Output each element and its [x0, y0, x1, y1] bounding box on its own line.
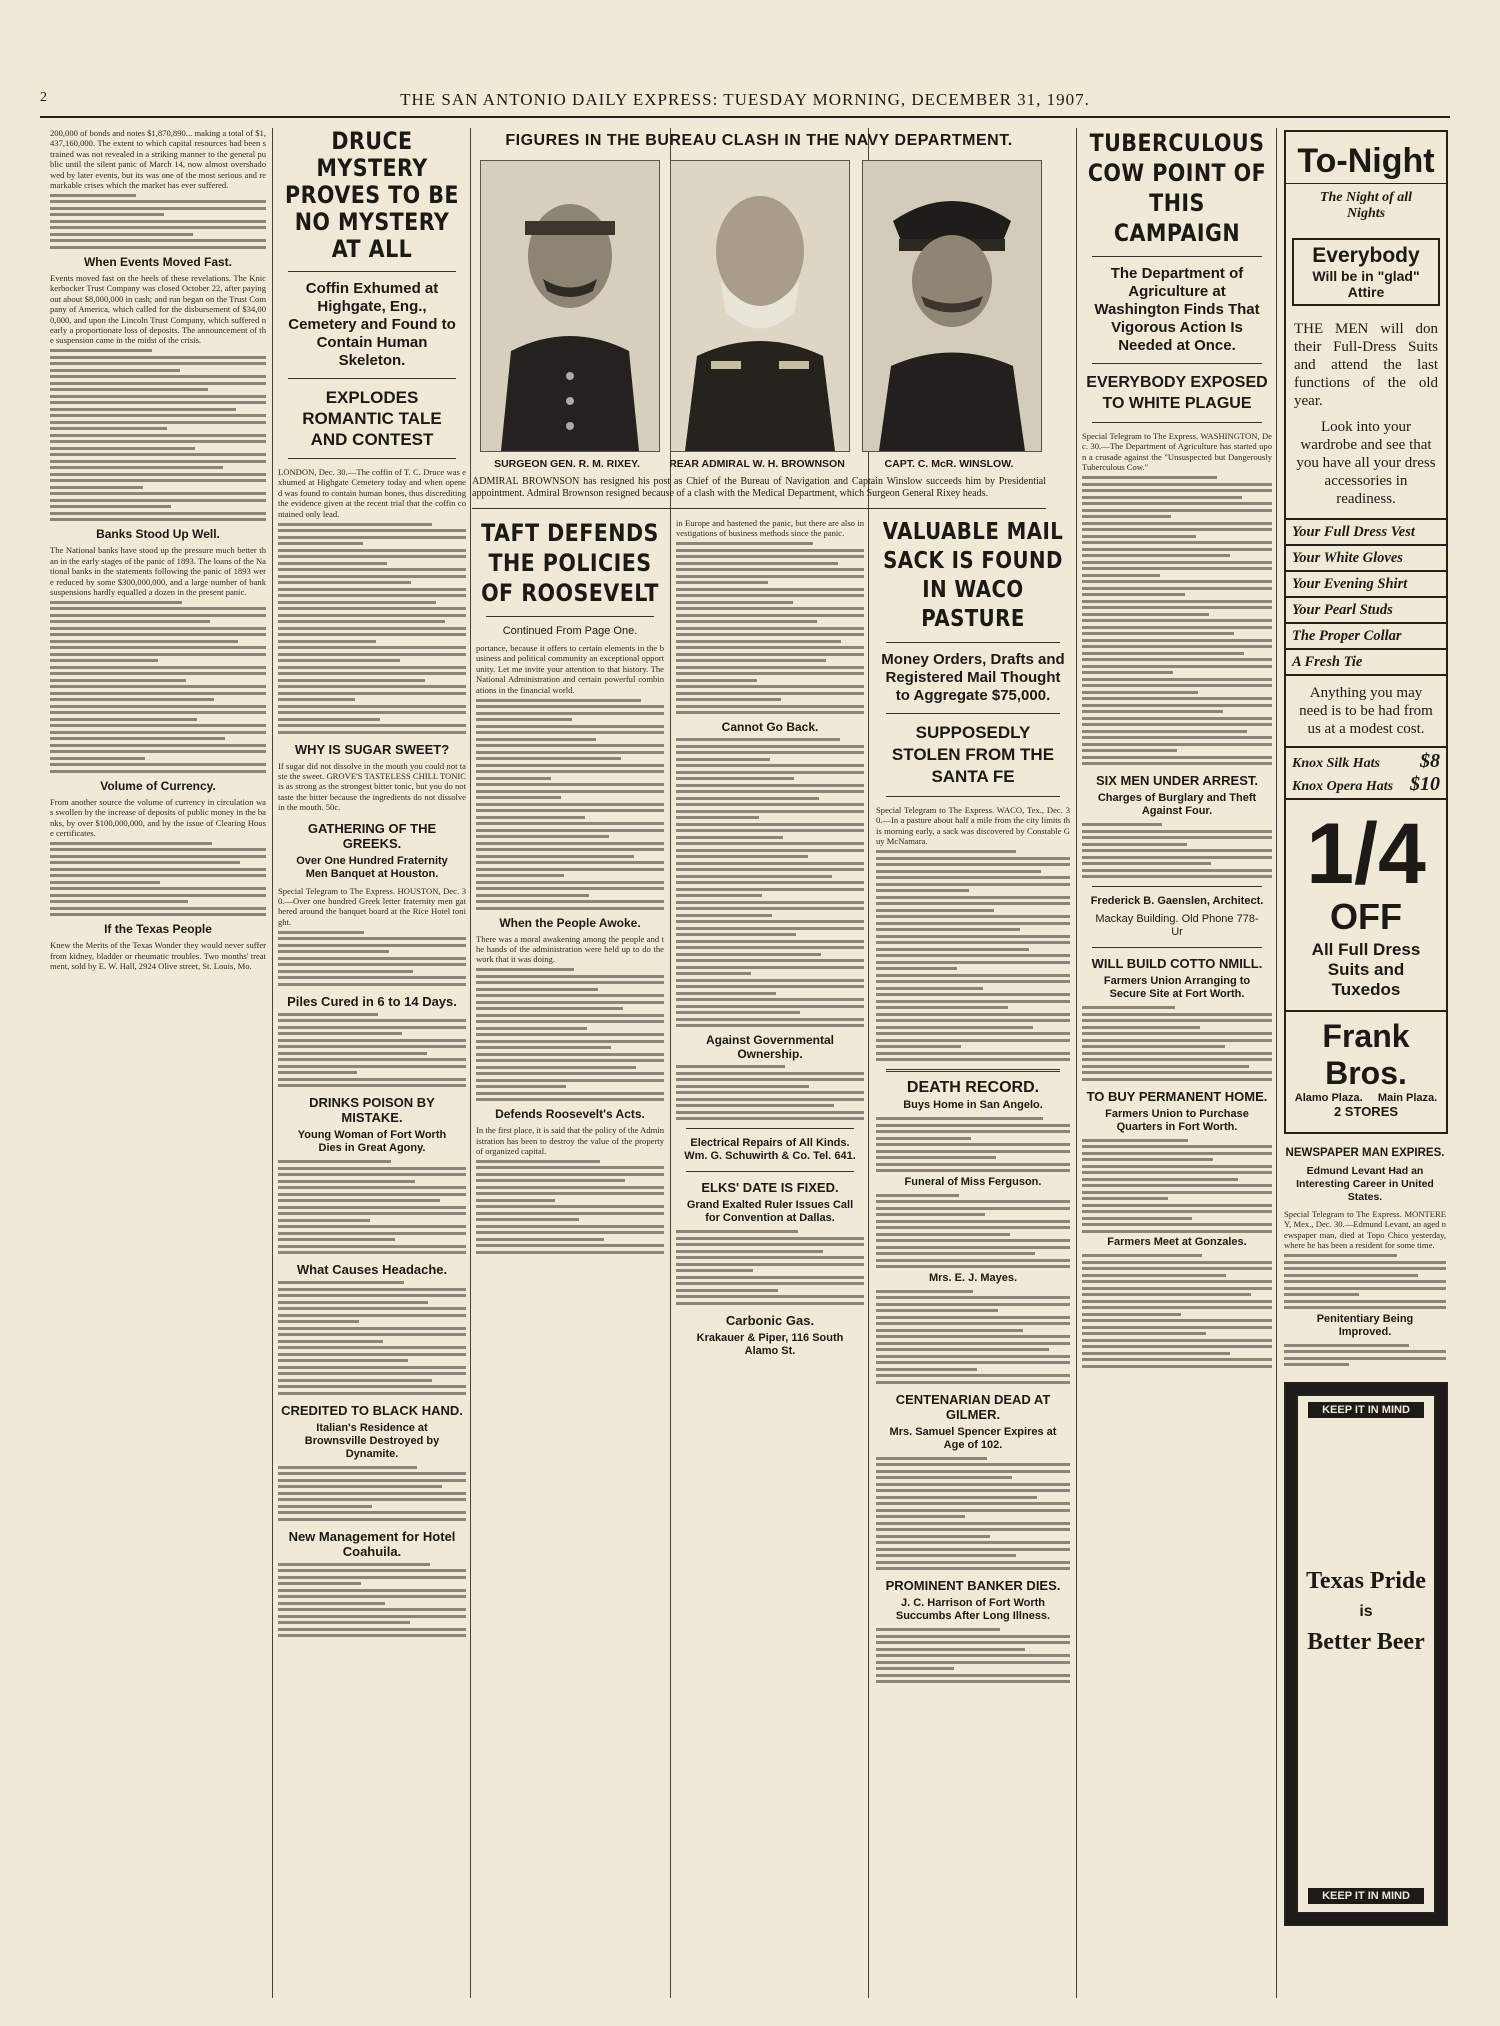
subheading: Farmers Union Arranging to Secure Site at Fort Worth. — [1103, 975, 1251, 1001]
subheading: Funeral of Miss Ferguson. — [904, 1175, 1042, 1188]
divider — [886, 796, 1060, 797]
article-text — [1284, 1344, 1446, 1368]
divider — [288, 271, 456, 272]
article-text — [278, 1013, 466, 1088]
article-text: LONDON, Dec. 30.—The coffin of T. C. Druce was exhumed at Highgate Cemetery today and when opened was found to contain human bones, thus discrediting the evidence given at the recent trial that the coffin contained only lead. — [278, 467, 466, 519]
article-text — [676, 659, 864, 714]
ad-tonight: To-Night — [1286, 132, 1446, 184]
divider — [886, 642, 1060, 643]
ad-item: Your Pearl Studs — [1286, 596, 1446, 622]
article-text — [1082, 476, 1272, 551]
ad-suits: All Full Dress Suits and Tuxedos — [1311, 940, 1421, 999]
ad-look-text: Look into your wardrobe and see that you have all your dress accessories in readiness. — [1296, 419, 1436, 507]
article-text — [1082, 1006, 1272, 1081]
divider — [886, 713, 1060, 714]
article-text: The National banks have stood up the pressure much better than in the early stages of the panic of 1893. The loans of the National banks in the statements following the panic of 1893 were reduced by some $300,000,000, and a large number of bank suspensions hardly equalled a dozen in the present panic. — [50, 545, 266, 597]
article-text — [278, 1563, 466, 1638]
ad-hat-price: $10 — [1410, 773, 1440, 795]
column-3b — [676, 518, 864, 1998]
ad-item: The Proper Collar — [1286, 622, 1446, 648]
article-text — [1082, 652, 1272, 766]
column-4 — [876, 518, 1070, 1998]
portrait-image — [863, 161, 1041, 451]
article-text — [278, 931, 466, 986]
article-text — [1082, 1139, 1272, 1233]
article-text: portance, because it offers to certain elements in the business and political community an exceptional opportunity. Let me invite your attention to that history. The National Administration and certain powerful combinations in the financial world. — [476, 643, 664, 695]
divider — [886, 1069, 1060, 1072]
article-text — [476, 1027, 664, 1102]
ad-everybody-box — [1292, 238, 1440, 306]
heading: DRINKS POISON BY MISTAKE. — [309, 1095, 435, 1126]
masthead-title: THE SAN ANTONIO DAILY EXPRESS: TUESDAY MORNING, DECEMBER 31, 1907. — [400, 90, 1090, 109]
article-text — [1082, 1254, 1272, 1368]
article-text — [476, 1160, 664, 1254]
divider — [1092, 256, 1262, 257]
article-text — [876, 1117, 1070, 1172]
divider — [288, 378, 456, 379]
deck: Money Orders, Drafts and Registered Mail Thought to Aggregate $75,000. — [881, 651, 1065, 704]
article-text — [676, 1065, 864, 1120]
subheading: Defends Roosevelt's Acts. — [495, 1107, 645, 1122]
heading: New Management for Hotel Coahuila. — [288, 1528, 456, 1559]
divider — [288, 458, 456, 459]
subheading: When the People Awoke. — [499, 915, 641, 930]
portrait-rixey — [480, 160, 660, 452]
column-rule — [470, 128, 471, 1998]
page-number: 2 — [40, 90, 48, 105]
advert-line: Electrical Repairs of All Kinds. Wm. G. Schuwirth & Co. Tel. 641. — [684, 1137, 856, 1163]
beer-better: Better Beer — [1307, 1629, 1425, 1655]
subheading: Mrs. Samuel Spencer Expires at Age of 102. — [889, 1425, 1057, 1451]
subheading: Cannot Go Back. — [721, 720, 819, 735]
deck: The Department of Agriculture at Washington Finds That Vigorous Action Is Needed at Once. — [1094, 265, 1260, 354]
continued-note: Continued From Page One. — [502, 625, 638, 637]
subheading: Italian's Residence at Brownsville Destroyed by Dynamite. — [304, 1421, 440, 1460]
ad-store-block — [1286, 1010, 1446, 1119]
divider — [1092, 947, 1262, 948]
subheading: Penitentiary Being Improved. — [1316, 1312, 1414, 1338]
article-text: Special Telegram to The Express. HOUSTON, Dec. 30.—Over one hundred Greek letter fraternity men gathered around the banquet board at the Rice Hotel tonight. — [278, 885, 466, 927]
ad-hat-price: $8 — [1420, 750, 1440, 772]
article-text — [1082, 823, 1272, 878]
heading: GATHERING OF THE GREEKS. — [307, 820, 437, 851]
beer-texas-pride: Texas Pride — [1306, 1568, 1426, 1594]
article-text — [278, 523, 466, 617]
article-text — [676, 1230, 864, 1305]
subheading: When Events Moved Fast. — [83, 254, 233, 269]
article-text — [876, 1457, 1070, 1571]
ad-hat-name: Knox Silk Hats — [1292, 756, 1380, 771]
advert-line: Mackay Building. Old Phone 778-Ur — [1095, 913, 1259, 939]
article-text — [476, 699, 664, 793]
article-text — [50, 718, 266, 773]
divider — [1092, 363, 1262, 364]
headline-druce: DRUCE MYSTERY PROVES TO BE NO MYSTERY AT ALL — [285, 128, 459, 263]
divider — [686, 1171, 854, 1172]
article-text — [876, 1628, 1070, 1683]
ad-off: OFF — [1330, 896, 1402, 937]
heading: DEATH RECORD. — [906, 1079, 1040, 1097]
ad-men-text: THE MEN will don their Full-Dress Suits and attend the last functions of the old year. — [1294, 321, 1438, 409]
masthead — [40, 90, 1450, 118]
caption-winslow: CAPT. C. McR. WINSLOW. — [884, 458, 1014, 470]
column-rule — [1276, 128, 1277, 1998]
photo-feature — [472, 128, 1046, 509]
deck: EVERYBODY EXPOSED TO WHITE PLAGUE — [1086, 374, 1268, 412]
subheading: Mrs. E. J. Mayes. — [928, 1271, 1018, 1284]
ad-items — [1286, 518, 1446, 676]
subheading: Volume of Currency. — [100, 778, 216, 793]
ad-hat-row — [1292, 773, 1440, 796]
caption-rixey: SURGEON GEN. R. M. RIXEY. — [494, 458, 640, 470]
headline-mail-sack: VALUABLE MAIL SACK IS FOUND IN WACO PASTURE — [882, 519, 1064, 632]
article-text — [50, 601, 266, 715]
article-text — [50, 842, 266, 917]
column-2 — [278, 128, 466, 1998]
article-text — [676, 914, 864, 1028]
frank-bros-advert — [1284, 130, 1448, 1134]
heading: What Causes Headache. — [296, 1262, 448, 1278]
deck: SUPPOSEDLY STOLEN FROM THE SANTA FE — [891, 723, 1055, 786]
article-text — [278, 620, 466, 734]
ad-item: Your Evening Shirt — [1286, 570, 1446, 596]
article-text: 200,000 of bonds and notes $1,870,890... making a total of $1,437,160,000. The extent to which capital resources had been strained was not revealed in a striking manner to the general public until the silent panic of March 14, now almost overshadowed by later events, but its was one of the most serious and remarkable crises which the market has ever suffered. — [50, 128, 266, 191]
ad-store: Frank Bros. — [1322, 1018, 1410, 1091]
article-text — [50, 349, 266, 424]
article-text — [676, 542, 864, 656]
heading: TO BUY PERMANENT HOME. — [1086, 1088, 1268, 1104]
divider — [486, 616, 654, 617]
article-text — [476, 968, 664, 1023]
heading: SIX MEN UNDER ARREST. — [1095, 773, 1259, 789]
subheading: Farmers Union to Purchase Quarters in Fort Worth. — [1105, 1107, 1249, 1133]
subheading: Charges of Burglary and Theft Against Four. — [1097, 792, 1257, 818]
article-text: in Europe and hastened the panic, but there are also investigations of business methods since the panic. — [676, 518, 864, 539]
article-text: Special Telegram to The Express. WASHINGTON, Dec. 30.—The Department of Agriculture has started upon a crusade against the "Unsuspected but Dangerously Tuberculous Cow." — [1082, 431, 1272, 473]
subheading: Edmund Levant Had an Interesting Career in United States. — [1296, 1165, 1434, 1203]
heading: ELKS' DATE IS FIXED. — [701, 1180, 839, 1196]
heading: Piles Cured in 6 to 14 Days. — [287, 993, 457, 1009]
headline-tuberculous: TUBERCULOUS COW POINT OF THIS CAMPAIGN — [1087, 129, 1267, 247]
column-rule — [1076, 128, 1077, 1998]
article-text: From another source the volume of currency in circulation was swollen by the increase of deposits of public money in the banks, by over $100,000,000, and by the issue of Clearing House certificates. — [50, 796, 266, 839]
ad-stores: 2 STORES — [1333, 1104, 1399, 1119]
article-text — [278, 1160, 466, 1254]
column-3 — [476, 518, 664, 1998]
article-text: There was a moral awakening among the people and the hands of the administration were held up to do the work that it was doing. — [476, 933, 664, 965]
ad-fraction: 1/4 — [1306, 806, 1426, 902]
article-text: In the first place, it is said that the policy of the Administration has been to destroy the value of the property of organized capital. — [476, 1125, 664, 1157]
portrait-brownson — [670, 160, 850, 452]
article-text — [676, 738, 864, 813]
subheading: Banks Stood Up Well. — [96, 527, 220, 542]
heading: NEWSPAPER MAN EXPIRES. — [1285, 1147, 1445, 1159]
article-text — [1082, 554, 1272, 648]
article-text — [876, 1194, 1070, 1269]
photo-note: ADMIRAL BROWNSON has resigned his post as Chief of the Bureau of Navigation and Captain Winslow succeeds him by Presidential appointment. Admiral Brownson resigned because of a clash with the Medical Department, which Surgeon General Rixey heads. — [472, 476, 1046, 499]
subheading: Young Woman of Fort Worth Dies in Great Agony. — [297, 1129, 447, 1155]
caption-brownson: REAR ADMIRAL W. H. BROWNSON — [669, 458, 845, 470]
deck: EXPLODES ROMANTIC TALE AND CONTEST — [302, 388, 442, 449]
divider — [1092, 422, 1262, 423]
article-text — [50, 194, 266, 249]
article-text: If sugar did not dissolve in the mouth you could not taste the sweet. GROVE'S TASTELESS CHILL TONIC is as strong as the strongest bitter tonic, but you do not taste the bitter because the ingredients do not dissolve in the mouth. 50c. — [278, 760, 466, 813]
divider — [686, 1128, 854, 1129]
article-text: Events moved fast on the heels of these revelations. The Knickerbocker Trust Company was closed October 22, after paying out about $8,000,000 in cash; and run began on the Trust Company of America, which called for the disbursement of $34,000,000, and upon the Lincoln Trust Company, which suffered nearly a proportionate loss of deposits. The announcement of the suspension came in the midst of the crisis. — [50, 272, 266, 346]
heading: WHY IS SUGAR SWEET? — [294, 741, 450, 757]
article-text — [50, 427, 266, 521]
heading: Carbonic Gas. — [725, 1312, 815, 1328]
ad-hats — [1286, 746, 1446, 800]
heading: CREDITED TO BLACK HAND. — [281, 1402, 463, 1418]
ad-hat-name: Knox Opera Hats — [1292, 779, 1394, 794]
subheading: Buys Home in San Angelo. — [903, 1099, 1043, 1112]
advert-line: Krakauer & Piper, 116 South Alamo St. — [696, 1331, 844, 1357]
beer-ad-inner — [1296, 1394, 1436, 1914]
column-6-news — [1284, 1138, 1446, 1368]
ad-tonight-sub: The Night of all Nights — [1319, 190, 1413, 221]
heading: WILL BUILD COTTO NMILL. — [1091, 956, 1263, 972]
ad-plazas: Alamo Plaza. Main Plaza. — [1294, 1092, 1438, 1104]
ad-item: Your White Gloves — [1286, 544, 1446, 570]
article-text: Special Telegram to The Express. MONTEREY, Mex., Dec. 30.—Edmund Levant, an aged newspaper man, died at Topo Chico yesterday, where he has been a resident for some time. — [1284, 1209, 1446, 1251]
column-rule — [272, 128, 273, 1998]
article-text — [876, 948, 1070, 1062]
subheading: Against Governmental Ownership. — [705, 1033, 835, 1062]
heading: CENTENARIAN DEAD AT GILMER. — [895, 1391, 1051, 1422]
article-text — [876, 1290, 1070, 1384]
article-text — [676, 816, 864, 910]
article-text — [876, 850, 1070, 944]
ad-everybody: Everybody — [1312, 244, 1420, 267]
subheading: Farmers Meet at Gonzales. — [1107, 1236, 1247, 1249]
portrait-image — [671, 161, 849, 451]
column-1 — [50, 128, 266, 1998]
photo-title: FIGURES IN THE BUREAU CLASH IN THE NAVY DEPARTMENT. — [505, 132, 1013, 149]
heading: PROMINENT BANKER DIES. — [885, 1578, 1061, 1594]
article-text: Special Telegram to The Express. WACO, Tex., Dec. 30.—In a pasture about half a mile from the city limits this morning early, a sack was discovered by Constable Guy McNamara. — [876, 805, 1070, 847]
subheading: Over One Hundred Fraternity Men Banquet at Houston. — [296, 854, 448, 880]
headline-taft: TAFT DEFENDS THE POLICIES OF ROOSEVELT — [481, 519, 659, 607]
beer-keep-top: KEEP IT IN MIND — [1308, 1402, 1424, 1418]
subheading: J. C. Harrison of Fort Worth Succumbs After Long Illness. — [895, 1597, 1051, 1623]
article-text — [278, 1466, 466, 1521]
subheading: If the Texas People — [104, 922, 212, 937]
article-text — [1284, 1254, 1446, 1309]
ad-hat-row — [1292, 750, 1440, 773]
beer-is: is — [1359, 1603, 1373, 1620]
ad-glad: Will be in "glad" Attire — [1312, 268, 1420, 300]
subheading: Grand Exalted Ruler Issues Call for Convention at Dallas. — [686, 1199, 854, 1225]
texas-pride-advert — [1284, 1382, 1448, 1926]
advert-text: Knew the Merits of the Texas Wonder they would never suffer from kidney, bladder or rheumatic troubles. Two months' treatment, sold by E. W. Hall, 2924 Olive street, St. Louis, Mo. — [50, 940, 266, 972]
article-text — [476, 796, 664, 910]
divider — [1092, 886, 1262, 887]
ad-item: A Fresh Tie — [1286, 648, 1446, 676]
article-text — [278, 1281, 466, 1395]
ad-item: Your Full Dress Vest — [1286, 518, 1446, 544]
portrait-winslow — [862, 160, 1042, 452]
column-5 — [1082, 128, 1272, 1998]
beer-keep-bottom: KEEP IT IN MIND — [1308, 1888, 1424, 1904]
portrait-image — [481, 161, 659, 451]
advert-line: Frederick B. Gaenslen, Architect. — [1090, 895, 1264, 908]
ad-anything: Anything you may need is to be had from us at a modest cost. — [1299, 685, 1433, 737]
deck: Coffin Exhumed at Highgate, Eng., Cemetery and Found to Contain Human Skeleton. — [288, 280, 456, 369]
